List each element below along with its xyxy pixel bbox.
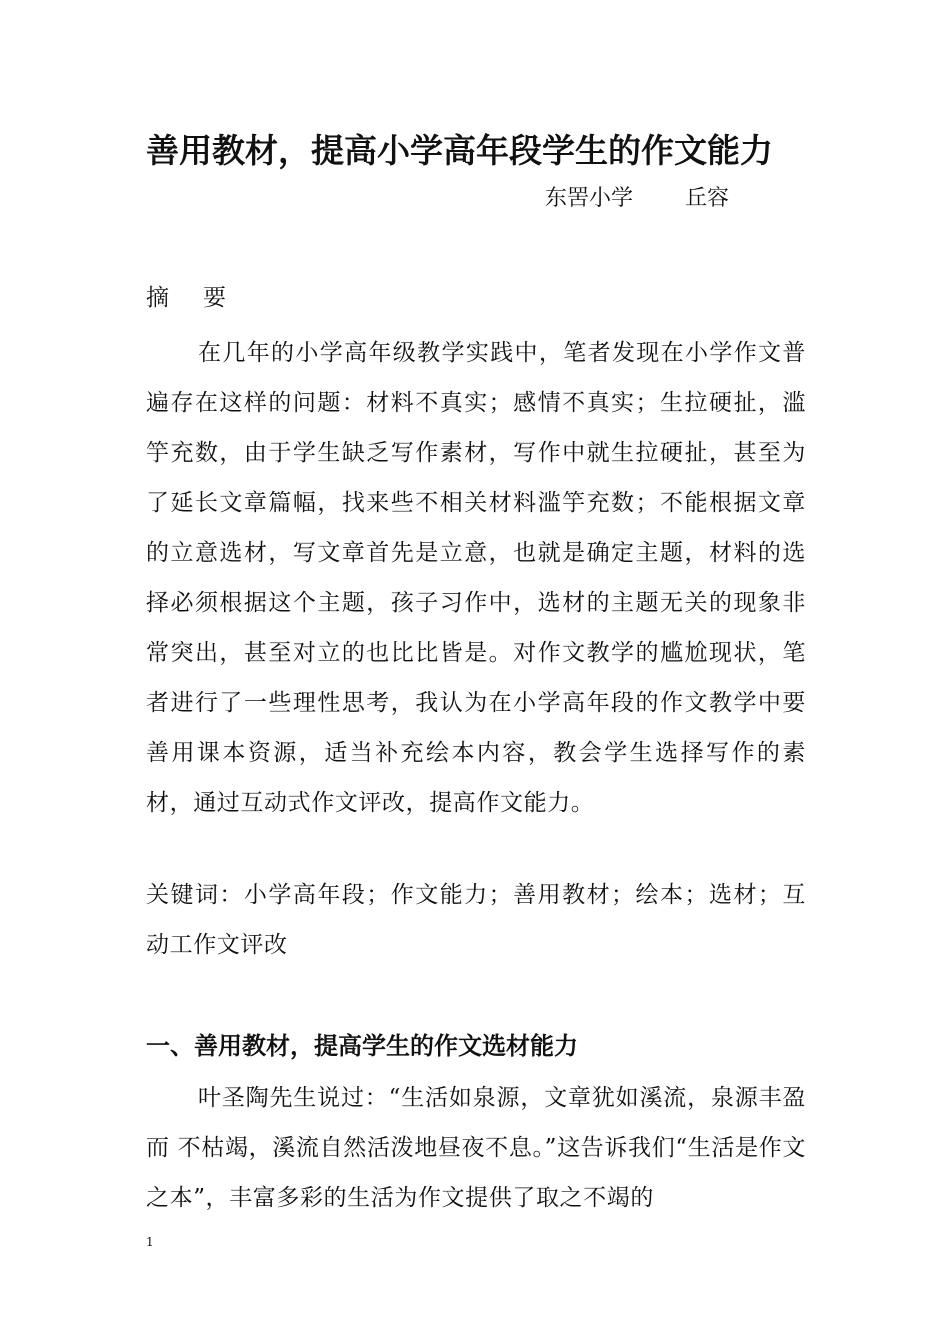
section-1-heading: 一、善用教材，提高学生的作文选材能力 [146,1032,578,1060]
page-number: 1 [146,1235,154,1249]
abstract-paragraph: 在几年的小学高年级教学实践中，笔者发现在小学作文普遍存在这样的问题：材料不真实；感情不真实；生拉硬扯，滥竽充数，由于学生缺乏写作素材，写作中就生拉硬扯，甚至为了延长文章篇幅，找来些不相关材料滥竽充数；不能根据文章的立意选材，写文章首先是立意，也就是确定主题，材料的选择必须根据这个主题，孩子习作中，选材的主题无关的现象非常突出，甚至对立的也比比皆是。对作文教学的尴尬现状，笔者进行了一些理性思考，我认为在小学高年段的作文教学中要善用课本资源，适当补充绘本内容，教会学生选择写作的素材，通过互动式作文评改，提高作文能力。 [146,340,806,816]
author-line [545,183,729,215]
section-1-paragraph: 叶圣陶先生说过：“生活如泉源，文章犹如溪流，泉源丰盈而 不枯竭，溪流自然活泼地昼夜不息。”这告诉我们“生活是作文之本”，丰富多彩的生活为作文提供了取之不竭的 [146,1085,806,1211]
keywords-paragraph: 关键词：小学高年段；作文能力；善用教材；绘本；选材；互动工作文评改 [146,882,806,958]
abstract-heading [146,281,226,315]
author-school: 东罟小学 [545,186,634,211]
abstract-label-2: 要 [203,285,226,311]
author-name: 丘容 [685,186,730,211]
abstract-label-1: 摘 [146,285,169,311]
document-title: 善用教材，提高小学高年段学生的作文能力 [146,131,773,170]
